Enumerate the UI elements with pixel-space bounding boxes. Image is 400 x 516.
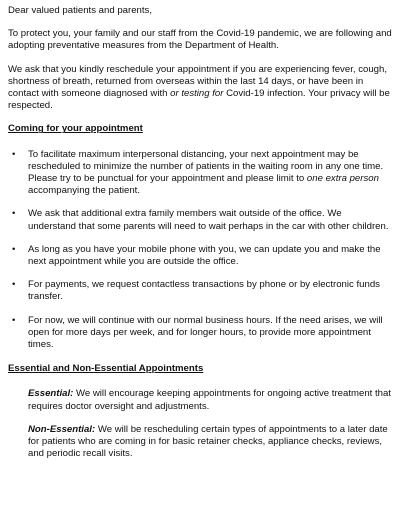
section-heading-appointment: Coming for your appointment bbox=[8, 123, 143, 135]
nonessential-label: Non-Essential: bbox=[28, 423, 96, 435]
essential-label: Essential: bbox=[28, 388, 74, 400]
list-item-distancing bbox=[8, 149, 392, 198]
salutation: Dear valued patients and parents, bbox=[8, 5, 152, 16]
reschedule-text-end: Covid-19 infection. Your privacy will be respected. bbox=[8, 88, 390, 112]
list-item-business-hours: • For now, we will continue with our normal business hours. If the need arises, we will open for more days per week, and for longer hours, to provide more appointment times. bbox=[8, 315, 392, 352]
list-item-mobile-phone: • As long as you have your mobile phone with you, we can update you and make the next appointment while you are outside the office. bbox=[8, 244, 392, 268]
bullet1-text-end: accompanying the patient. bbox=[28, 185, 141, 197]
list-item-family-wait: • We ask that additional extra family members wait outside of the office. We understand that some parents will need to wait perhaps in the car with other children. bbox=[8, 208, 392, 232]
essential-text: We will encourage keeping appointments for ongoing active treatment that requires doctor oversight and adjustments. bbox=[28, 388, 391, 412]
reschedule-text-start: We ask that you kindly reschedule your appointment if you are experiencing fever, cough, shortness of breath, returned from overseas within the last 14 days, or have been in contact with someone diagnosed with bbox=[8, 63, 387, 100]
nonessential-paragraph bbox=[8, 424, 392, 461]
reschedule-paragraph bbox=[8, 64, 392, 113]
intro-paragraph: To protect you, your family and our staff from the Covid-19 pandemic, we are following and adopting preventative measures from the Department of Health. bbox=[8, 28, 392, 52]
bullet1-text-start: To facilitate maximum interpersonal distancing, your next appointment may be rescheduled to minimize the number of patients in the waiting room in any one time. Please try to be punctual for your appointment and please limit to bbox=[28, 148, 384, 185]
list-item-payments: • For payments, we request contactless transactions by phone or by electronic funds transfer. bbox=[8, 279, 392, 303]
reschedule-emphasis: or testing for bbox=[170, 88, 224, 100]
essential-paragraph bbox=[8, 388, 392, 412]
bullet1-emphasis: one extra person bbox=[306, 173, 379, 185]
appointment-guidelines-list bbox=[8, 149, 392, 352]
nonessential-text: We will be rescheduling certain types of appointments to a later date for patients who are coming in for basic retainer checks, appliance checks, reviews, and periodic recall visits. bbox=[28, 423, 388, 460]
section-heading-essential: Essential and Non-Essential Appointments bbox=[8, 363, 204, 375]
